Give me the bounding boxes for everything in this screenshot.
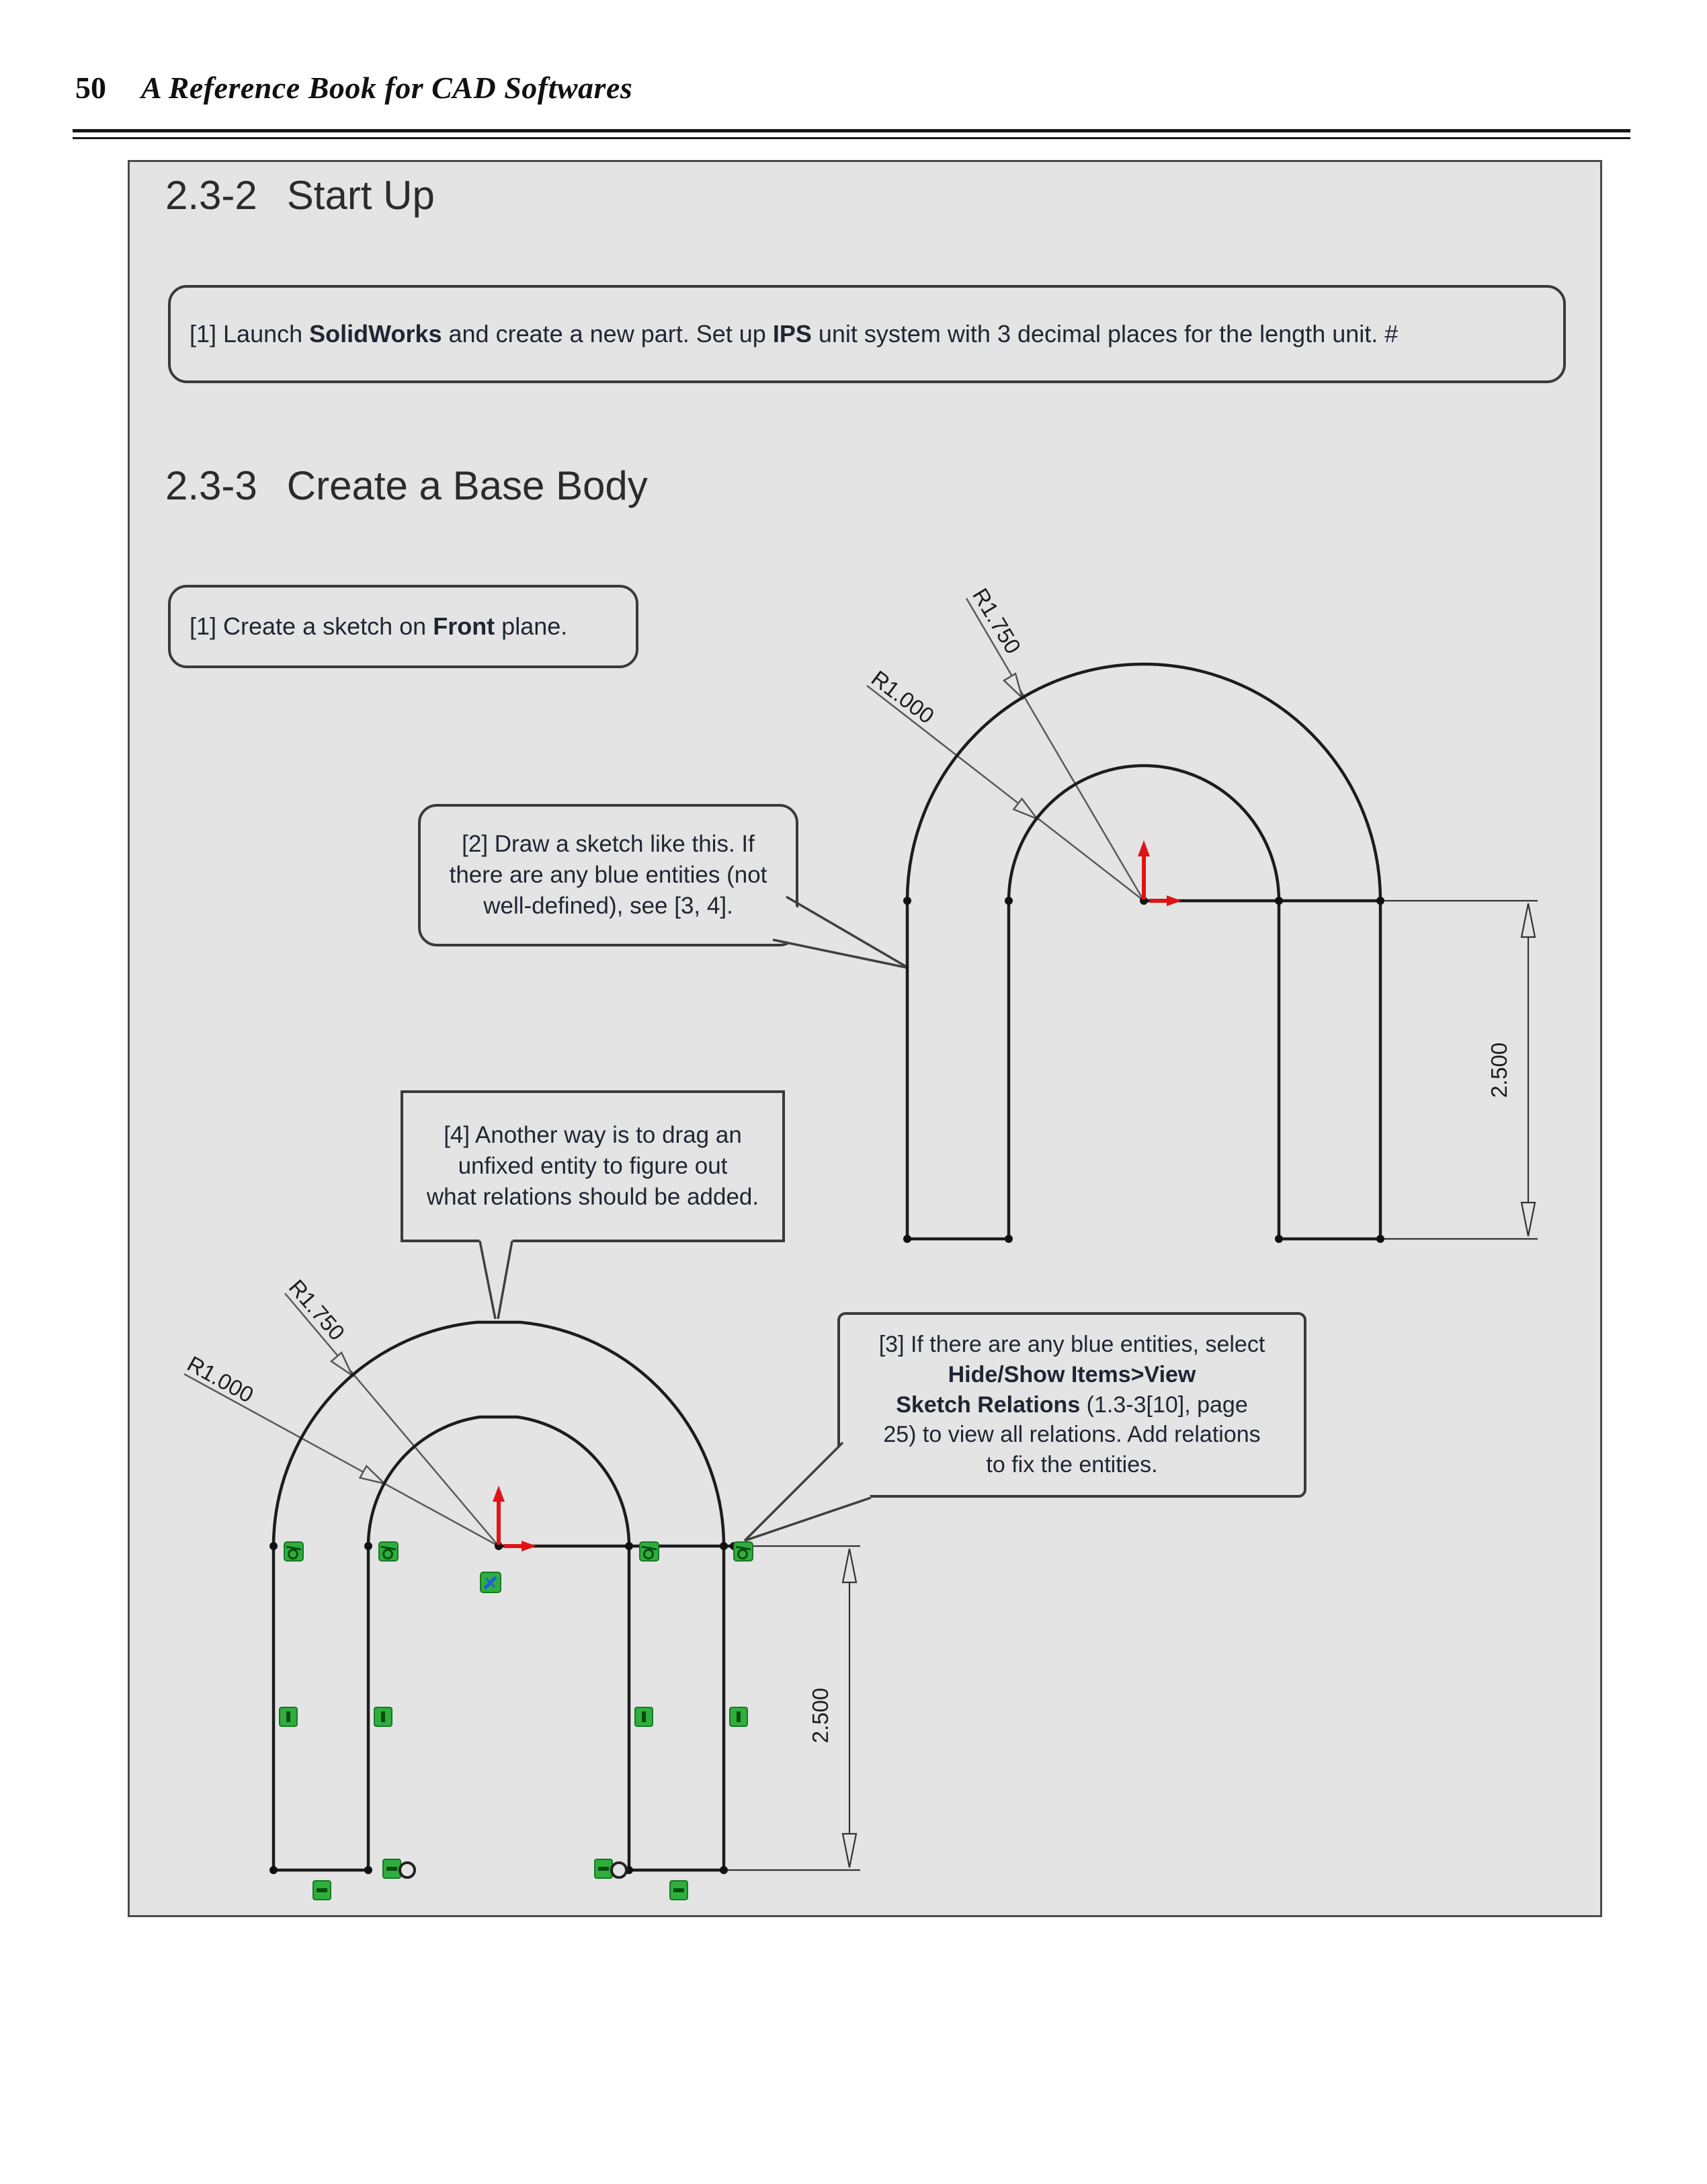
merge-ring-icon <box>400 1863 415 1877</box>
height-dim-label: 2.500 <box>1487 1042 1511 1098</box>
bold-solidworks: SolidWorks <box>309 320 442 348</box>
section-number: 2.3-3 <box>165 463 257 508</box>
horizontal-relation-icon <box>670 1881 688 1900</box>
vertical-relation-icon <box>635 1707 653 1726</box>
callout-2-line: [2] Draw a sketch like this. If <box>462 830 755 857</box>
text-segment: [1] Launch <box>190 320 310 348</box>
vertical-relation-icon <box>280 1707 297 1726</box>
bold-ips: IPS <box>772 320 812 348</box>
callout-3-tail <box>745 1440 872 1541</box>
callout-3-line: to fix the entities. <box>986 1452 1158 1478</box>
origin-icon <box>493 1486 536 1551</box>
text-segment: and create a new part. Set up <box>442 320 773 348</box>
upper-endpoint-dots <box>903 897 1384 1243</box>
coincident-relation-icon <box>481 1572 501 1592</box>
radius-outer-label: R1.750 <box>967 583 1026 658</box>
text-segment: plane. <box>495 612 568 640</box>
section-number: 2.3-2 <box>165 173 257 218</box>
callout-4-tail <box>478 1236 513 1320</box>
merge-ring-icon <box>612 1863 626 1877</box>
callout-3-line: 25) to view all relations. Add relations <box>883 1422 1261 1448</box>
tangent-relation-icon <box>734 1542 753 1561</box>
vertical-relation-icon <box>730 1707 747 1726</box>
lower-endpoint-dots <box>269 1542 738 1874</box>
text-segment: unit system with 3 decimal places for the length unit. # <box>811 320 1399 348</box>
bold-front: Front <box>433 612 495 640</box>
merge-relation-icon <box>595 1859 612 1878</box>
callout-4-line: what relations should be added. <box>426 1184 759 1211</box>
callout-4-line: unfixed entity to figure out <box>458 1152 728 1179</box>
callout-2-line: well-defined), see [3, 4]. <box>483 893 733 920</box>
bold-sketch-relations: Sketch Relations <box>896 1391 1081 1418</box>
origin-icon <box>1138 840 1181 906</box>
merge-relation-icon <box>383 1859 401 1878</box>
callout-2-tail <box>773 894 909 968</box>
tangent-relation-icon <box>640 1542 659 1561</box>
upper-sketch-geometry <box>907 664 1380 1239</box>
radius-inner-label: R1.000 <box>866 665 940 729</box>
lower-sketch-geometry <box>274 1322 734 1870</box>
upper-height-dimension <box>1380 901 1538 1239</box>
callout-2-line: there are any blue entities (not <box>449 861 767 888</box>
text-segment: [1] Create a sketch on <box>190 612 433 640</box>
callout-3-line-bold: Hide/Show Items>View <box>948 1361 1196 1387</box>
section-title: Start Up <box>286 173 435 218</box>
upper-sketch <box>867 584 1538 1243</box>
page-number: 50 <box>75 71 106 105</box>
radius-outer-label: R1.750 <box>284 1275 350 1345</box>
callout-3-line: [3] If there are any blue entities, select <box>878 1331 1265 1357</box>
tangent-relation-icon <box>284 1542 303 1561</box>
vertical-relation-icon <box>374 1707 392 1726</box>
horizontal-relation-icon <box>313 1881 331 1900</box>
section-title: Create a Base Body <box>286 463 648 508</box>
tangent-relation-icon <box>379 1542 398 1561</box>
text-segment: (1.3-3[10], page <box>1080 1391 1248 1418</box>
lower-sketch <box>183 1275 860 1900</box>
callout-4-line: [4] Another way is to drag an <box>444 1121 742 1148</box>
radius-inner-label: R1.000 <box>183 1350 258 1408</box>
height-dim-label: 2.500 <box>808 1687 833 1744</box>
book-title: A Reference Book for CAD Softwares <box>141 71 633 105</box>
